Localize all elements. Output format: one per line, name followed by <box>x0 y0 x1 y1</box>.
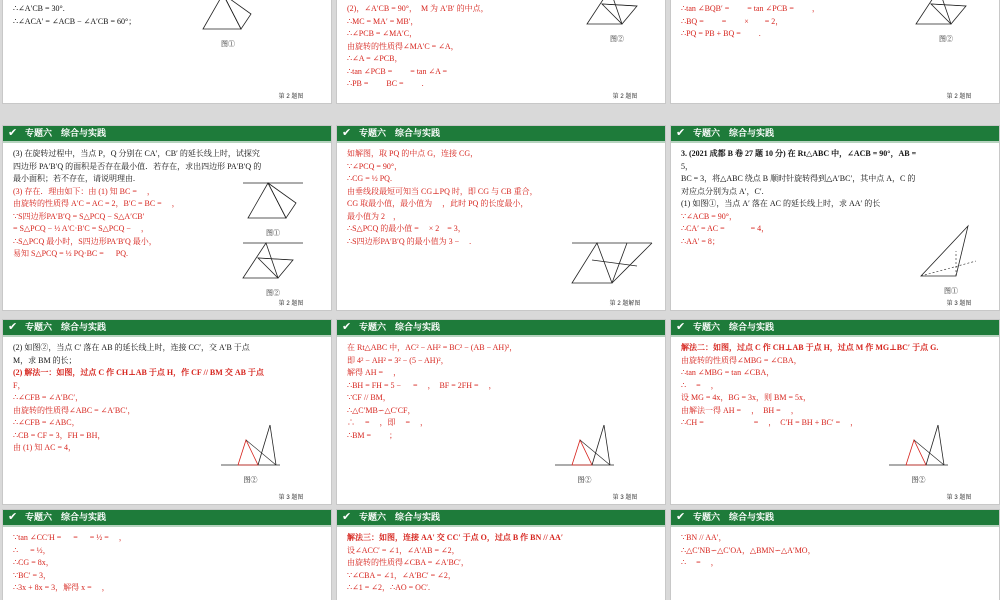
section-header <box>671 320 999 335</box>
figure-caption: 第 3 题图 <box>946 301 972 307</box>
section-header-label: 专题六 综合与实践 <box>25 128 107 138</box>
text-line: ∴BM = ； <box>347 430 398 440</box>
text-line: ∵∠PCQ = 90°， <box>347 161 403 171</box>
section-header <box>3 320 331 335</box>
text-line: ∴S四边形PA′B′Q 的最小值为 3 − . <box>347 236 472 246</box>
figure-label: 图② <box>911 477 926 484</box>
header-divider <box>337 335 665 337</box>
slide-text <box>13 3 323 89</box>
text-line: 对应点分别为点 A′，C′. <box>681 186 764 196</box>
slide-s3[interactable] <box>670 0 1000 104</box>
text-line: ∴PB = BC = . <box>347 79 424 88</box>
text-line: ∴CG = 8x， <box>13 558 54 567</box>
text-line: ∴tan ∠MBG = tan ∠CBA， <box>681 368 775 377</box>
text-line: (2)，∠A′CB = 90°， M 为 A′B′ 的中点， <box>347 4 489 13</box>
section-header-label: 专题六 综合与实践 <box>359 322 441 332</box>
checkmark-icon: ✔ <box>676 511 686 523</box>
text-line: 最小面积；若不存在，请说明理由. <box>13 174 135 183</box>
text-line: ∴∠A = ∠PCB， <box>347 54 403 63</box>
text-line: (2) 如图②，当点 C′ 落在 AB 的延长线上时，连接 CC′，交 A′B 于点 <box>13 343 250 352</box>
slide-s1[interactable] <box>2 0 332 104</box>
geometry-figure <box>567 238 657 293</box>
text-line: ∴∠A′CB = 30°. <box>13 4 65 13</box>
text-line: 四边形 PA′B′Q 的面积是否存在最小值．若存在，求出四边形 PA′B′Q 的 <box>13 161 262 171</box>
geometry-figure <box>218 420 283 485</box>
header-divider <box>337 525 665 527</box>
figure-caption: 第 2 题解图 <box>609 301 641 307</box>
text-line: BC = 3，将△ABC 绕点 B 顺时针旋转得到△A′BC′，其中点 A，C 的 <box>681 174 916 183</box>
text-line: ∴CA′ = AC = = 4， <box>681 224 770 233</box>
figure-caption: 第 3 题图 <box>278 495 304 501</box>
text-line: 如解图，取 PQ 的中点 G，连接 CG， <box>347 149 479 158</box>
text-line: 3. (2021 成都 B 卷 27 题 10 分) 在 Rt△ABC 中，∠ACB = 90°，AB = <box>681 149 917 158</box>
slide-s5[interactable] <box>336 125 666 311</box>
text-line: 即 4² − AH² = 3² − (5 − AH)²， <box>347 355 449 365</box>
section-header <box>671 126 999 141</box>
slide-s12[interactable] <box>670 509 1000 600</box>
text-line: (3) 存在．理由如下：由 (1) 知 BC = ， <box>13 186 155 196</box>
text-line: 由旋转的性质得∠ABC = ∠A′BC′， <box>13 405 136 415</box>
geometry-figure <box>238 178 308 238</box>
header-divider <box>3 335 331 337</box>
text-line: (2) 解法一：如图，过点 C 作 CH⊥AB 于点 H，作 CF // BM 交 AB 于点 <box>13 368 264 377</box>
text-line: ∴ = ， <box>681 380 719 390</box>
text-line: 最小值为 2 ， <box>347 211 401 221</box>
slide-s7[interactable] <box>2 319 332 505</box>
figure-caption: 第 3 题图 <box>946 495 972 501</box>
checkmark-icon: ✔ <box>676 321 686 333</box>
header-divider <box>3 141 331 143</box>
text-line: ∴BH = FH = 5 − = ， BF = 2FH = ， <box>347 380 497 390</box>
figure-label: 图② <box>577 477 592 484</box>
text-line: 由旋转的性质得 A′C = AC = 2，B′C = BC = ， <box>13 199 180 208</box>
text-line: F， <box>13 380 26 390</box>
header-divider <box>337 141 665 143</box>
text-line: ∴ = ，即 = ， <box>347 418 429 427</box>
text-line: 由旋转的性质得∠MA′C = ∠A， <box>347 41 459 51</box>
text-line: ∵BN // AA′， <box>681 533 727 542</box>
figure-caption: 第 2 题图 <box>278 94 304 100</box>
text-line: ∴3x + 8x = 3，解得 x = ， <box>13 583 110 592</box>
text-line: ∴∠CFB = ∠ABC， <box>13 418 80 427</box>
section-header-label: 专题六 综合与实践 <box>693 512 775 522</box>
text-line: ∴BQ = = × = 2， <box>681 16 784 26</box>
geometry-figure <box>238 238 308 298</box>
section-header-label: 专题六 综合与实践 <box>359 128 441 138</box>
slide-text <box>347 532 657 600</box>
header-divider <box>671 141 999 143</box>
checkmark-icon: ✔ <box>8 127 18 139</box>
text-line: ∴∠PCB = ∠MA′C， <box>347 29 418 38</box>
text-line: CG 取最小值，最小值为 ，此时 PQ 的长度最小， <box>347 199 529 208</box>
text-line: ∵∠ACB = 90°， <box>681 211 737 221</box>
text-line: 由旋转的性质得∠CBA = ∠A′BC′， <box>347 558 469 567</box>
text-line: (3) 在旋转过程中，当点 P，Q 分别在 CA′，CB′ 的延长线上时，试探究 <box>13 149 260 158</box>
text-line: 设∠ACC′ = ∠1，∠A′AB = ∠2， <box>347 545 460 555</box>
figure-label: 图① <box>266 230 280 237</box>
figure-label: 图② <box>939 36 953 43</box>
text-line: ∴ = ， <box>681 558 719 567</box>
text-line: 5， <box>681 161 693 171</box>
text-line: 解法二：如图，过点 C 作 CH⊥AB 于点 H，过点 M 作 MG⊥BC′ 于点 G. <box>681 343 939 352</box>
figure-caption: 第 2 题图 <box>612 94 638 100</box>
text-line: ∵tan ∠CC′H = = = ½ = ， <box>13 533 127 542</box>
text-line: ∴MC = MA′ = MB′， <box>347 16 419 26</box>
text-line: 易知 S△PCQ = ½ PQ·BC = PQ. <box>13 249 128 258</box>
slide-s4[interactable] <box>2 125 332 311</box>
checkmark-icon: ✔ <box>342 321 352 333</box>
text-line: ∵S四边形PA′B′Q = S△PCQ − S△A′CB′ <box>13 211 145 221</box>
header-divider <box>3 525 331 527</box>
checkmark-icon: ✔ <box>342 127 352 139</box>
text-line: ∴CH = = ， C′H = BH + BC′ = ， <box>681 418 859 427</box>
text-line: ∴∠1 = ∠2，∴AO = OC′. <box>347 583 431 592</box>
text-line: ∴∠CFB = ∠A′BC′， <box>13 393 84 402</box>
text-line: ∴tan ∠BQB′ = = tan ∠PCB = ， <box>681 4 820 13</box>
checkmark-icon: ✔ <box>8 321 18 333</box>
section-header <box>3 126 331 141</box>
slide-s10[interactable] <box>2 509 332 600</box>
text-line: ∵CF // BM， <box>347 393 391 402</box>
geometry-figure <box>886 420 951 485</box>
section-header-label: 专题六 综合与实践 <box>25 322 107 332</box>
figure-caption: 第 2 题图 <box>278 301 304 307</box>
section-header <box>337 320 665 335</box>
text-line: ∴AA′ = 8； <box>681 236 720 246</box>
text-line: ∴PQ = PB + BQ = . <box>681 29 761 38</box>
text-line: 解得 AH = ， <box>347 368 402 377</box>
text-line: ∴tan ∠PCB = = tan ∠A = <box>347 66 448 76</box>
section-header <box>337 126 665 141</box>
section-header-label: 专题六 综合与实践 <box>693 322 775 332</box>
text-line: ∴S△PCQ 的最小值 = × 2 = 3， <box>347 224 466 233</box>
text-line: 由 (1) 知 AC = 4， <box>13 443 76 452</box>
checkmark-icon: ✔ <box>676 127 686 139</box>
figure-label: 图② <box>610 36 624 43</box>
text-line: 由垂线段最短可知当 CG⊥PQ 时，即 CG 与 CB 重合， <box>347 186 538 196</box>
section-header-label: 专题六 综合与实践 <box>693 128 775 138</box>
slide-s9[interactable] <box>670 319 1000 505</box>
figure-label: 图② <box>266 290 280 297</box>
text-line: 由解法一得 AH = ， BH = ， <box>681 405 799 415</box>
text-line: ∴△C′NB∽△C′OA，△BMN∽△A′MO， <box>681 545 816 555</box>
text-line: ∴S△PCQ 最小时，S四边形PA′B′Q 最小， <box>13 236 157 246</box>
section-header <box>3 510 331 525</box>
figure-label: 图① <box>221 41 235 48</box>
slide-s2[interactable] <box>336 0 666 104</box>
text-line: (1) 如图①，当点 A′ 落在 AC 的延长线上时，求 AA′ 的长 <box>681 199 881 208</box>
header-divider <box>671 525 999 527</box>
text-line: 在 Rt△ABC 中，AC² − AH² = BC² − (AB − AH)²， <box>347 343 518 352</box>
text-line: ∵∠CBA = ∠1，∠A′BC′ = ∠2， <box>347 570 456 580</box>
geometry-figure <box>916 221 986 296</box>
figure-label: 图② <box>243 477 258 484</box>
section-header <box>337 510 665 525</box>
slide-text <box>681 532 991 600</box>
text-line: ∵BC′ = 3， <box>13 570 52 580</box>
header-divider <box>671 335 999 337</box>
text-line: 解法三：如图，连接 AA′ 交 CC′ 于点 O，过点 B 作 BN // AA′ <box>347 533 564 542</box>
text-line: = S△PCQ − ½ A′C·B′C = S△PCQ − ， <box>13 224 149 233</box>
text-line: 设 MG = 4x，BG = 3x，则 BM = 5x， <box>681 393 811 402</box>
geometry-figure <box>193 0 263 49</box>
geometry-figure <box>911 0 981 44</box>
text-line: ∴CB = CF = 3，FH = BH， <box>13 430 106 440</box>
slide-s6[interactable] <box>670 125 1000 311</box>
figure-caption: 第 3 题图 <box>612 495 638 501</box>
figure-caption: 第 2 题图 <box>946 94 972 100</box>
figure-label: 图① <box>944 288 958 295</box>
geometry-figure <box>582 0 652 44</box>
slide-s8[interactable] <box>336 319 666 505</box>
text-line: ∴∠ACA′ = ∠ACB − ∠A′CB = 60°； <box>13 16 137 26</box>
slide-text <box>13 532 323 600</box>
text-line: ∴ = ½， <box>13 545 51 555</box>
text-line: ∴CG = ½ PQ. <box>347 174 392 183</box>
text-line: M，求 BM 的长； <box>13 355 77 365</box>
checkmark-icon: ✔ <box>8 511 18 523</box>
section-header-label: 专题六 综合与实践 <box>359 512 441 522</box>
geometry-figure <box>552 420 617 485</box>
text-line: 由旋转的性质得∠MBG = ∠CBA， <box>681 355 802 365</box>
section-header <box>671 510 999 525</box>
section-header-label: 专题六 综合与实践 <box>25 512 107 522</box>
text-line: ∴△C′MB∽△C′CF， <box>347 405 416 415</box>
slide-s11[interactable] <box>336 509 666 600</box>
checkmark-icon: ✔ <box>342 511 352 523</box>
